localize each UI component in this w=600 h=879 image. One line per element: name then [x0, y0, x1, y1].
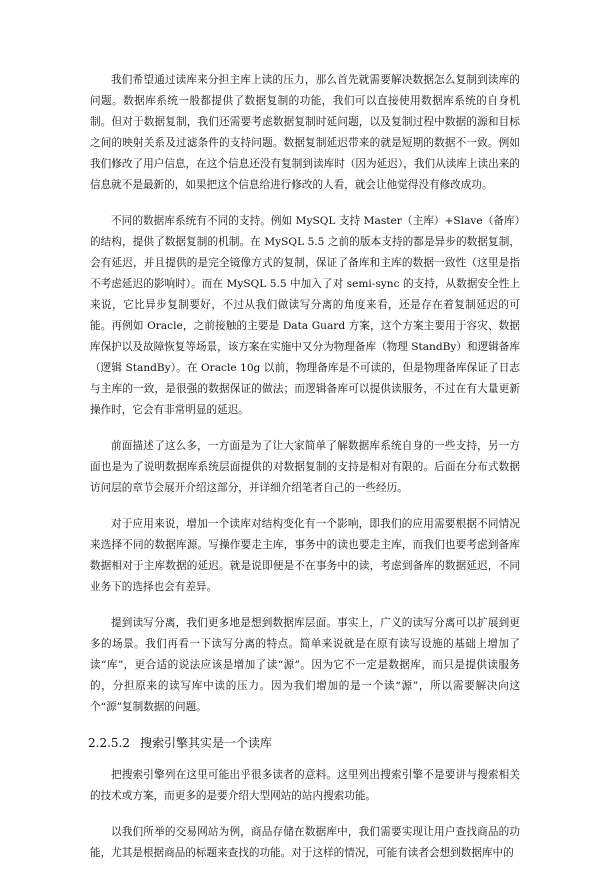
- paragraph-application-impact: 对于应用来说，增加一个读库对结构变化有一个影响，即我们的应用需要根据不同情况来选择不同的数据库源。写操作要走主库，事务中的读也要走主库，而我们也要考虑到备库数据相对于主库数据的延迟。就是说即便是不在事务中的读，考虑到备库的数据延迟，不同业务下的选择也会有差异。: [90, 518, 520, 593]
- paragraph-replication-problem: 我们希望通过读库来分担主库上读的压力，那么首先就需要解决数据怎么复制到读库的问题。数据库系统一般都提供了数据复制的功能，我们可以直接使用数据库系统的自身机制。但对于数据复制，我们还需要考虑数据复制时延问题，以及复制过程中数据的源和目标之间的映射关系及过滤条件的支持问题。数据复制延迟带来的就是短期的数据不一致。例如我们修改了用户信息，在这个信息还没有复制到读库时（因为延迟），我们从读库上读出来的信息就不是最新的，如果把这个信息给进行修改的人看，就会让他觉得没有修改成功。: [90, 74, 520, 191]
- section-heading: [88, 733, 520, 753]
- section-number: 2.2.5.2: [88, 736, 130, 750]
- paragraph-database-support: 不同的数据库系统有不同的支持。例如 MySQL 支持 Master（主库）+Slave（备库）的结构，提供了数据复制的机制。在 MySQL 5.5 之前的版本支持的都是异步的数据复制，会有延迟，并且提供的是完全镜像方式的复制，保证了备库和主库的数据一致性（这里是指不考虑延迟的影响时）。而在 MySQL 5.5 中加入了对 semi-sync 的支持，从数据安全性上来说，它比异步复制要好，不过从我们做读写分离的角度来看，还是存在着复制延迟的可能。再例如 Oracle，之前接触的主要是 Data Guard 方案，这个方案主要用于容灾、数据库保护以及故障恢复等场景，该方案在实施中又分为物理备库（物理 StandBy）和逻辑备库（逻辑 StandBy）。在 Oracle 10g 以前，物理备库是不可读的，但是物理备库保证了日志与主库的一致，是很强的数据保证的做法；而逻辑备库可以提供读服务，不过在有大量更新操作时，它会有非常明显的延迟。: [90, 215, 520, 416]
- paragraph-search-example: 以我们所举的交易网站为例，商品存储在数据库中，我们需要实现让用户查找商品的功能，尤其是根据商品的标题来查找的功能。对于这样的情况，可能有读者会想到数据库中的: [90, 826, 520, 859]
- paragraph-limited-support: 前面描述了这么多，一方面是为了让大家简单了解数据库系统自身的一些支持，另一方面也是为了说明数据库系统层面提供的对数据复制的支持是相对有限的。后面在分布式数据访问层的章节会展开介绍这部分，并详细介绍笔者自己的一些经历。: [90, 440, 520, 494]
- paragraph-generalized-split: 提到读写分离，我们更多地是想到数据库层面。事实上，广义的读写分离可以扩展到更多的场景。我们再看一下读写分离的特点。简单来说就是在原有读写设施的基础上增加了读“库”，更合适的说法应该是增加了读“源”。因为它不一定是数据库，而只是提供读服务的，分担原来的读写库中读的压力。因为我们增加的是一个读“源”，所以需要解决向这个“源”复制数据的问题。: [90, 617, 520, 713]
- section-title: 搜索引擎其实是一个读库: [139, 736, 272, 750]
- page-body: [90, 70, 520, 879]
- paragraph-search-intro: 把搜索引擎列在这里可能出乎很多读者的意料。这里列出搜索引擎不是要讲与搜索相关的技术或方案，而更多的是要介绍大型网站的站内搜索功能。: [90, 769, 520, 802]
